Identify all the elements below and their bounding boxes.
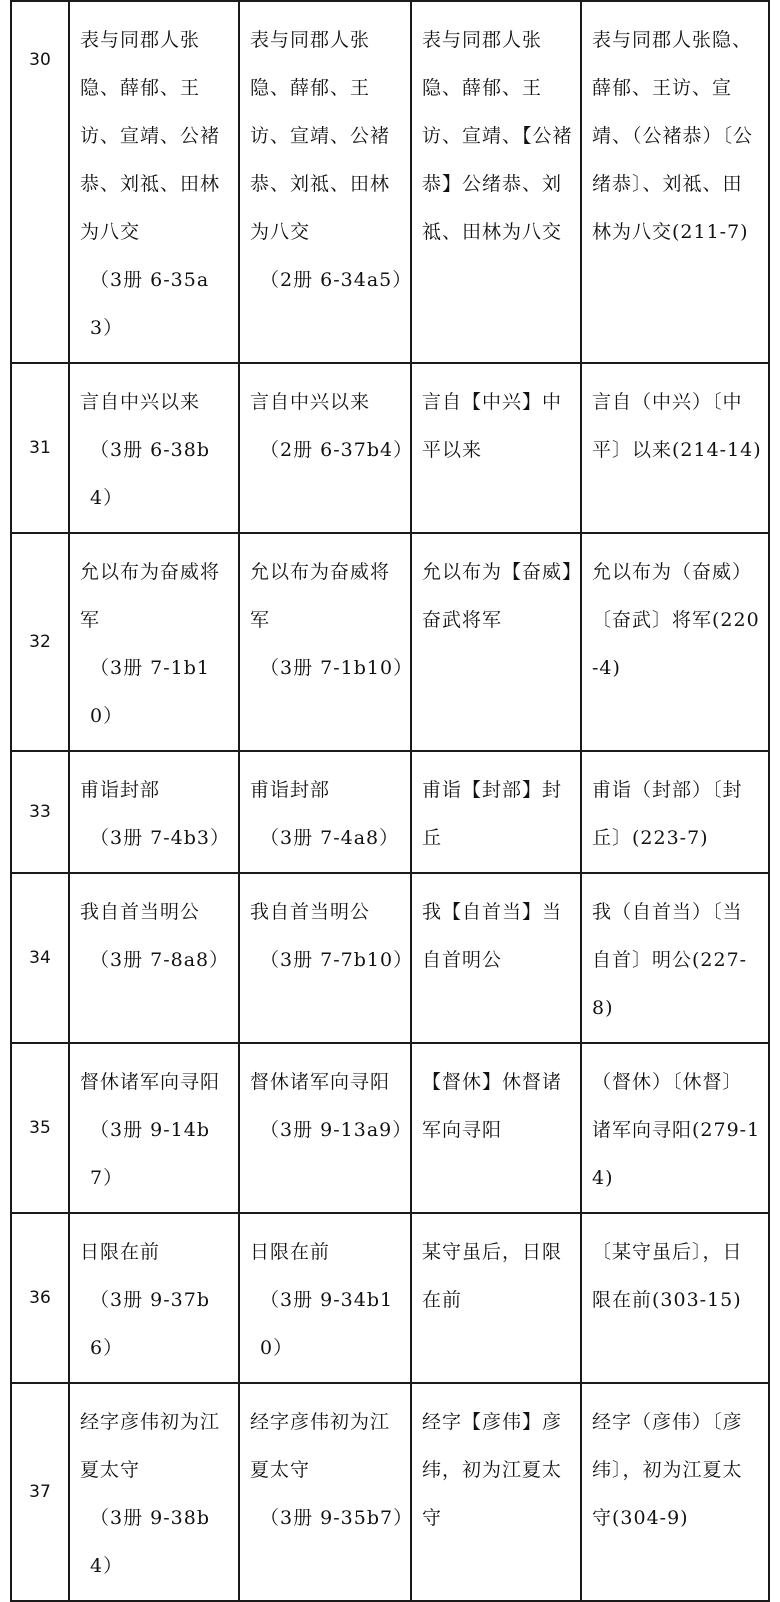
edition-a-ref: （3册 9-14b7） [90,1119,210,1189]
collated-final-text: 〔某守虽后〕，日限在前(303-15) [592,1241,743,1311]
edition-a-text: 甫诣封部 [80,779,161,801]
collated-draft-text: 某守虽后，日限在前 [422,1241,563,1311]
edition-b-text: 日限在前 [250,1241,331,1263]
collated-draft-cell [411,1383,581,1601]
edition-a-ref: （3册 6-35a3） [90,269,210,339]
edition-b-cell [239,1,411,363]
row-number: 33 [11,751,69,873]
edition-a-cell [69,363,239,533]
table-row [11,1043,769,1213]
edition-a-ref: （3册 7-1b10） [90,657,210,727]
edition-b-cell [239,363,414,533]
collated-draft-cell [411,873,581,1043]
table-row [11,363,769,533]
collated-draft-text: 言自【中兴】中平以来 [422,391,563,461]
collated-final-cell [581,1383,769,1601]
edition-b-ref: （3册 9-35b7） [260,1507,414,1529]
row-number: 35 [11,1043,69,1213]
collated-draft-cell [411,1,581,363]
edition-b-ref: （3册 9-34b10） [260,1289,394,1359]
edition-a-ref: （3册 7-8a8） [90,949,230,971]
edition-a-cell [69,533,239,751]
collated-final-text: （督休）〔休督〕诸军向寻阳(279-14) [592,1071,761,1189]
edition-b-cell [239,751,411,873]
edition-b-text: 甫诣封部 [250,779,331,801]
edition-b-text: 我自首当明公 [250,901,371,923]
collation-table [10,0,770,1602]
collated-final-cell [581,1,769,363]
edition-b-ref: （3册 9-13a9） [260,1119,413,1141]
edition-a-text: 允以布为奋威将军 [80,561,221,631]
edition-a-text: 督休诸军向寻阳 [80,1071,221,1093]
edition-a-text: 表与同郡人张隐、薛郁、王访、宣靖、公褚恭、刘祗、田林为八交 [80,29,221,243]
edition-b-text: 督休诸军向寻阳 [250,1071,391,1093]
edition-a-cell [69,1213,239,1383]
table-row [11,873,769,1043]
edition-b-text: 经字彦伟初为江夏太守 [250,1411,391,1481]
edition-b-cell [239,533,414,751]
edition-a-ref: （3册 7-4b3） [90,827,230,849]
edition-a-cell [69,751,239,873]
collated-final-cell [581,363,769,533]
edition-b-cell [239,1383,414,1601]
collated-final-cell [581,1043,769,1213]
row-number: 30 [11,1,69,363]
collated-final-text: 甫诣（封部）〔封丘〕(223-7) [592,779,743,849]
collated-final-text: 言自（中兴）〔中平〕以来(214-14) [592,391,762,461]
collated-draft-text: 表与同郡人张隐、薛郁、王访、宣靖、【公褚恭】公绪恭、刘祗、田林为八交 [422,29,573,243]
collated-final-cell [581,1213,769,1383]
collated-final-text: 表与同郡人张隐、薛郁、王访、宣靖、（公褚恭）〔公绪恭〕、刘祗、田林为八交(211-7) [592,29,754,243]
edition-b-cell [239,873,414,1043]
edition-b-ref: （2册 6-37b4） [260,439,414,461]
edition-b-ref: （3册 7-4a8） [260,827,400,849]
table-body [11,1,769,1601]
collated-final-cell [581,751,769,873]
table-row [11,533,769,751]
collated-draft-cell [411,533,581,751]
edition-b-cell [239,1213,411,1383]
collated-final-cell [581,533,769,751]
collated-draft-text: 允以布为【奋威】奋武将军 [422,561,573,631]
row-number: 31 [11,363,69,533]
row-number: 36 [11,1213,69,1383]
collated-draft-text: 甫诣【封部】封丘 [422,779,563,849]
edition-a-cell [69,1,239,363]
edition-a-cell [69,1043,239,1213]
edition-a-ref: （3册 9-37b6） [90,1289,210,1359]
edition-b-text: 允以布为奋威将军 [250,561,391,631]
edition-b-ref: （3册 7-1b10） [260,657,414,679]
collated-draft-text: 经字【彦伟】彦纬，初为江夏太守 [422,1411,563,1529]
row-number: 34 [11,873,69,1043]
edition-b-ref: （2册 6-34a5） [260,269,413,291]
edition-a-cell [69,873,239,1043]
collated-draft-cell [411,1043,581,1213]
table-row [11,751,769,873]
collated-draft-text: 【督休】休督诸军向寻阳 [422,1071,563,1141]
edition-a-text: 言自中兴以来 [80,391,201,413]
collated-final-text: 经字（彦伟）〔彦纬〕，初为江夏太守(304-9) [592,1411,743,1529]
edition-a-text: 经字彦伟初为江夏太守 [80,1411,221,1481]
edition-a-cell [69,1383,239,1601]
row-number: 37 [11,1383,69,1601]
edition-a-ref: （3册 9-38b4） [90,1507,210,1577]
edition-a-ref: （3册 6-38b4） [90,439,210,509]
row-number: 32 [11,533,69,751]
collated-draft-cell [411,363,581,533]
edition-b-text: 表与同郡人张隐、薛郁、王访、宣靖、公褚恭、刘祗、田林为八交 [250,29,391,243]
table-row [11,1213,769,1383]
collated-draft-cell [411,751,581,873]
collated-final-text: 我（自首当）〔当自首〕明公(227-8) [592,901,748,1019]
edition-a-text: 日限在前 [80,1241,161,1263]
table-row [11,1,769,363]
collated-draft-text: 我【自首当】当自首明公 [422,901,563,971]
edition-b-ref: （3册 7-7b10） [260,949,414,971]
edition-a-text: 我自首当明公 [80,901,201,923]
edition-b-text: 言自中兴以来 [250,391,371,413]
collated-final-cell [581,873,769,1043]
table-row [11,1383,769,1601]
edition-b-cell [239,1043,411,1213]
collated-final-text: 允以布为（奋威）〔奋武〕将军(220-4) [592,561,760,679]
collated-draft-cell [411,1213,581,1383]
